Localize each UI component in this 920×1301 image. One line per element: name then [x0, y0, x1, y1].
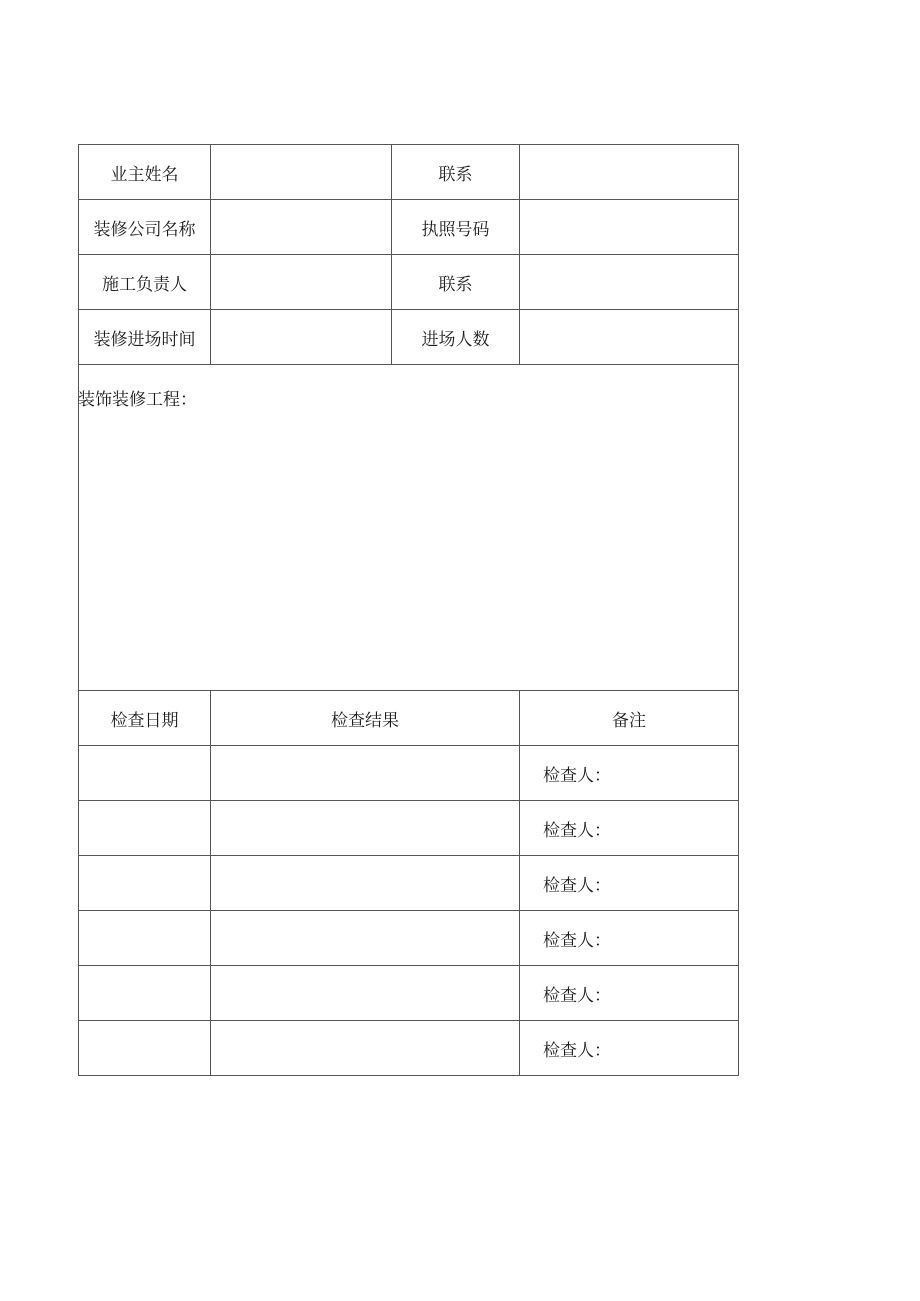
inspection-date-cell[interactable]	[79, 801, 211, 856]
inspection-row	[79, 801, 739, 856]
supervisor-contact-field[interactable]	[520, 255, 739, 310]
inspection-row	[79, 746, 739, 801]
owner-contact-field[interactable]	[520, 145, 739, 200]
inspection-date-cell[interactable]	[79, 856, 211, 911]
inspection-row	[79, 911, 739, 966]
owner-name-label: 业主姓名	[79, 145, 211, 200]
inspection-result-cell[interactable]	[211, 911, 520, 966]
supervisor-row	[79, 255, 739, 310]
inspector-cell[interactable]: 检查人：	[520, 911, 739, 966]
inspection-result-cell[interactable]	[211, 1021, 520, 1076]
inspection-row	[79, 966, 739, 1021]
company-name-field[interactable]	[211, 200, 392, 255]
company-name-label: 装修公司名称	[79, 200, 211, 255]
entry-time-label: 装修进场时间	[79, 310, 211, 365]
inspection-row	[79, 856, 739, 911]
inspector-cell[interactable]: 检查人：	[520, 966, 739, 1021]
license-number-label: 执照号码	[392, 200, 520, 255]
inspector-cell[interactable]: 检查人：	[520, 801, 739, 856]
company-row	[79, 200, 739, 255]
inspection-date-cell[interactable]	[79, 911, 211, 966]
inspector-cell[interactable]: 检查人：	[520, 856, 739, 911]
inspection-result-header: 检查结果	[211, 691, 520, 746]
supervisor-contact-label: 联系	[392, 255, 520, 310]
supervisor-label: 施工负责人	[79, 255, 211, 310]
inspection-date-cell[interactable]	[79, 966, 211, 1021]
owner-name-field[interactable]	[211, 145, 392, 200]
project-cell[interactable]	[79, 365, 739, 691]
inspector-cell[interactable]: 检查人：	[520, 1021, 739, 1076]
inspection-result-cell[interactable]	[211, 746, 520, 801]
project-label: 装饰装修工程：	[78, 390, 197, 410]
owner-name-row	[79, 145, 739, 200]
inspection-date-cell[interactable]	[79, 1021, 211, 1076]
inspection-date-cell[interactable]	[79, 746, 211, 801]
owner-contact-label: 联系	[392, 145, 520, 200]
inspection-result-cell[interactable]	[211, 966, 520, 1021]
inspection-result-cell[interactable]	[211, 856, 520, 911]
headcount-field[interactable]	[520, 310, 739, 365]
inspector-cell[interactable]: 检查人：	[520, 746, 739, 801]
inspection-header-row	[79, 691, 739, 746]
entry-time-field[interactable]	[211, 310, 392, 365]
renovation-inspection-form	[78, 144, 739, 1076]
entry-row	[79, 310, 739, 365]
inspection-row	[79, 1021, 739, 1076]
inspection-remark-header: 备注	[520, 691, 739, 746]
inspection-result-cell[interactable]	[211, 801, 520, 856]
project-row	[79, 365, 739, 691]
headcount-label: 进场人数	[392, 310, 520, 365]
license-number-field[interactable]	[520, 200, 739, 255]
inspection-date-header: 检查日期	[79, 691, 211, 746]
supervisor-field[interactable]	[211, 255, 392, 310]
